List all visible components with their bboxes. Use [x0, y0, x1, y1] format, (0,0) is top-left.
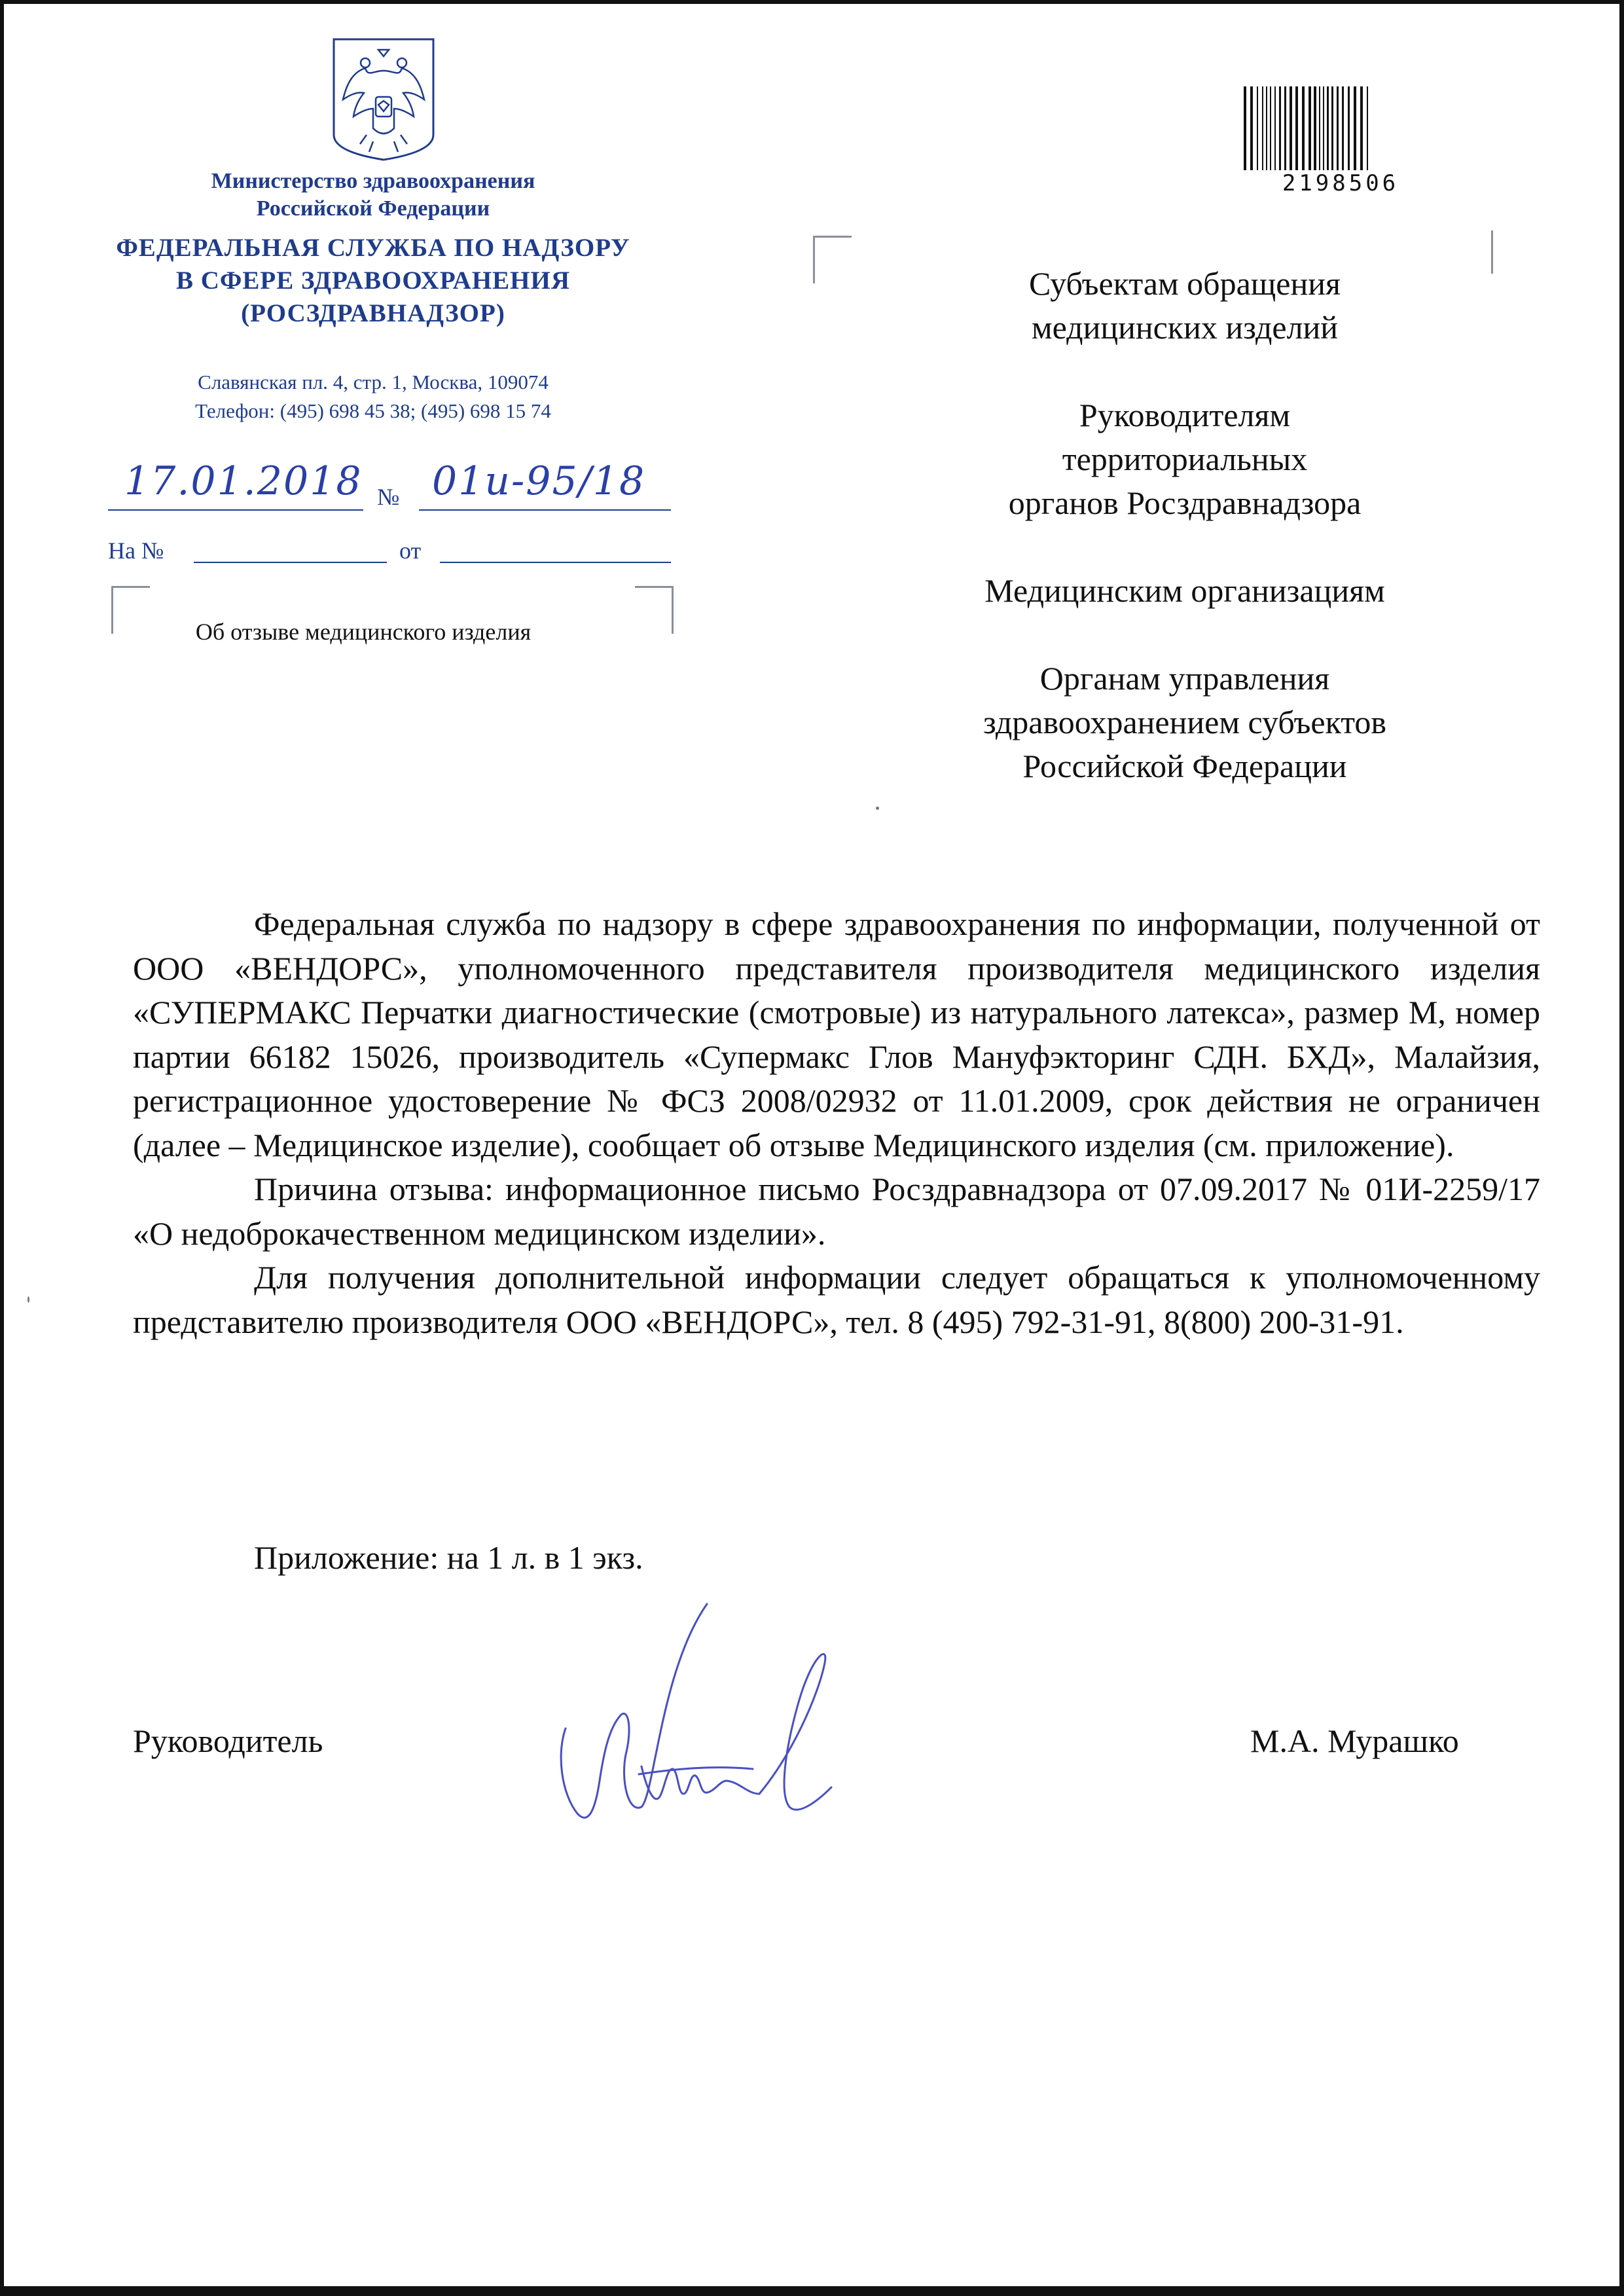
barcode-bar [1323, 86, 1324, 170]
barcode-bar [1295, 86, 1298, 170]
scan-edge-bottom [0, 2286, 1624, 2296]
addressees-block [877, 262, 1492, 832]
barcode-bar [1308, 86, 1311, 170]
letter-subject: Об отзыве медицинского изделия [195, 619, 532, 645]
addressee-2 [877, 393, 1492, 525]
barcode-number: 2198506 [1282, 170, 1399, 196]
scan-speck [27, 1296, 29, 1303]
barcode-bar [1337, 86, 1339, 170]
addressee-2-line-2: территориальных [1062, 441, 1308, 477]
subject-corner-right [635, 586, 674, 634]
number-underline [419, 509, 671, 511]
letterhead-phone: Телефон: (495) 698 45 38; (495) 698 15 74 [195, 399, 551, 422]
addressee-3 [877, 569, 1492, 613]
barcode-bar [1250, 86, 1253, 170]
addressee-2-line-3: органов Росздравнадзора [1008, 484, 1362, 521]
service-name-line-3: (РОСЗДРАВНАДЗОР) [241, 299, 505, 327]
addressee-4-line-2: здравоохранением субъектов [983, 704, 1387, 740]
barcode-bar [1327, 86, 1329, 170]
barcode-bar [1360, 86, 1363, 170]
service-name-line-1: ФЕДЕРАЛЬНАЯ СЛУЖБА ПО НАДЗОРУ [116, 234, 630, 262]
barcode-bar [1274, 86, 1276, 170]
barcode-bar [1319, 86, 1320, 170]
barcode-bar [1314, 86, 1316, 170]
barcode-bar [1302, 86, 1305, 170]
letterhead-address: Славянская пл. 4, стр. 1, Москва, 109074 [198, 371, 549, 393]
barcode-bar [1331, 86, 1333, 170]
barcode-bar [1266, 86, 1267, 170]
scan-edge-left [0, 0, 4, 2296]
barcode-bar [1284, 86, 1286, 170]
addressee-1-line-2: медицинских изделий [1031, 309, 1339, 346]
body-paragraph-2: Причина отзыва: информационное письмо Росздравнадзора от 07.09.2017 № 01И-2259/17 «О недоброкачественном медицинском изделии». [133, 1171, 1540, 1252]
scan-speck [876, 807, 879, 810]
barcode-bar [1244, 86, 1246, 170]
letter-body [133, 902, 1540, 1344]
reply-to-label: На № [108, 538, 164, 564]
barcode-bar [1270, 86, 1271, 170]
from-label: от [399, 538, 422, 564]
body-paragraph-3: Для получения дополнительной информации следует обращаться к уполномоченному представителю производителя ООО «ВЕНДОРС», тел. 8 (495) 792-31-91, 8(800) 200-31-91. [133, 1259, 1540, 1340]
appendix-note: Приложение: на 1 л. в 1 экз. [254, 1539, 643, 1576]
barcode-bar [1342, 86, 1344, 170]
barcode-bar [1257, 86, 1258, 170]
reply-number-line [194, 562, 387, 563]
barcode-bar [1354, 86, 1356, 170]
service-name-line-2: В СФЕРЕ ЗДРАВООХРАНЕНИЯ [175, 266, 571, 295]
addressee-4-line-3: Российской Федерации [1022, 748, 1347, 784]
barcode [1242, 86, 1439, 173]
scan-edge-right [1619, 0, 1624, 2296]
addressee-2-line-1: Руководителям [1079, 397, 1291, 433]
signatory-title: Руководитель [133, 1722, 323, 1759]
reply-date-line [440, 562, 671, 563]
number-sign: № [377, 484, 400, 510]
coat-of-arms-icon [327, 37, 440, 162]
address-corner-left [813, 236, 852, 283]
addressee-3-line-1: Медицинским организациям [984, 572, 1385, 609]
registration-number: 01и-95/18 [432, 458, 646, 504]
addressee-4-line-1: Органам управления [1039, 660, 1330, 697]
addressee-1 [877, 262, 1492, 350]
ministry-line-2: Российской Федерации [256, 196, 490, 221]
barcode-bar [1279, 86, 1281, 170]
handwritten-signature-icon [543, 1597, 910, 1859]
addressee-4 [877, 657, 1492, 788]
barcode-bar [1262, 86, 1263, 170]
barcode-bar [1290, 86, 1292, 170]
ministry-line-1: Министерство здравоохранения [211, 169, 535, 193]
scan-edge-top [0, 0, 1624, 4]
registration-date: 17.01.2018 [124, 458, 363, 504]
date-underline [108, 509, 363, 511]
body-paragraph-1: Федеральная служба по надзору в сфере здравоохранения по информации, полученной от ООО «ВЕНДОРС», уполномоченного представителя производителя медицинского изделия «СУПЕРМАКС Перчатки диагностические (смотровые) из натурального латекса», размер М, номер партии 66182 15026, производитель «Супермакс Глов Мануфэкторинг СДН. БХД», Малайзия, регистрационное удостоверение № ФСЗ 2008/02932 от 11.01.2009, срок действия не ограничен (далее – Медицинское изделие), сообщает об отзыве Медицинского изделия (см. приложение). [133, 905, 1540, 1163]
barcode-bar [1348, 86, 1350, 170]
addressee-1-line-1: Субъектам обращения [1029, 265, 1341, 302]
signatory-name: М.А. Мурашко [1250, 1722, 1459, 1759]
subject-corner-left [111, 586, 150, 634]
barcode-bar [1367, 86, 1368, 170]
